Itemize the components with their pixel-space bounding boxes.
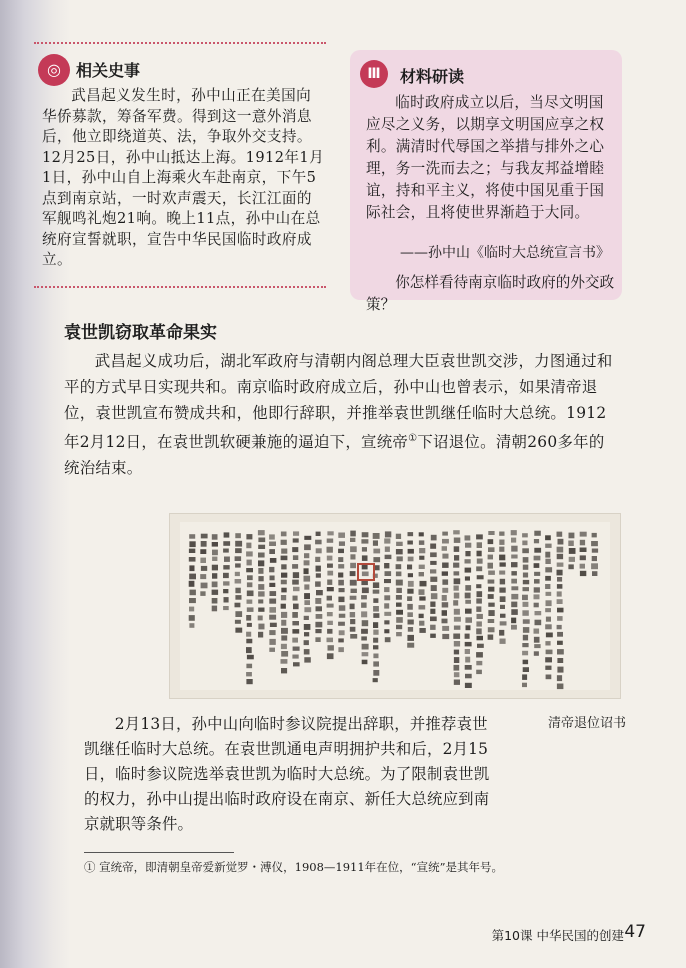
section-heading: 袁世凯窃取革命果实 [64,323,217,343]
related-facts-title: 相关史事 [76,61,141,80]
material-study-quote: 临时政府成立以后，当尽文明国应尽之义务，以期享文明国应享之权利。满清时代辱国之举措与排外之心理，务一洗而去之；与我友邦益增睦谊，持和平主义，将使中国见重于国际社会，且将使世界渐趋于大同。 [366,94,605,221]
lesson-footer: 第10课 中华民国的创建 [491,928,624,943]
material-study-box [350,50,622,313]
material-study-title: 材料研读 [400,67,465,86]
footnote-divider [84,852,234,853]
section-paragraph-1 [64,348,620,481]
figure-caption: 清帝退位诏书 [548,716,627,731]
page-number: 47 [624,922,646,942]
section-paragraph-2: 2月13日，孙中山向临时参议院提出辞职，并推荐袁世凯继任临时大总统。在袁世凯通电声明拥护共和后，2月15日，临时参议院选举袁世凯为临时大总统。为了限制袁世凯的权力，孙中山提出临时政府设在南京、新任大总统应到南京就职等条件。 [84,715,490,833]
footnote: ① 宣统帝，即清朝皇帝爱新觉罗・溥仪，1908—1911年在位，“宣统”是其年号。 [84,860,503,874]
material-study-source: ——孙中山《临时大总统宣言书》 [400,245,610,261]
edict-column [396,534,403,637]
related-facts-body: 武昌起义发生时，孙中山正在美国向华侨募款，筹备军费。得到这一意外消息后，他立即绕道英、法，争取外交支持。12月25日，孙中山抵达上海。1912年1月1日，孙中山自上海乘火车赴南京，下午5点到南京站，一时欢声震天，长江江面的军舰鸣礼炮21响。晚上11点，孙中山在总统府宣誓就职，宣告中华民国临时政府成立。 [42,87,325,268]
abdication-edict-image [170,514,620,698]
footnote-marker: ① [408,433,418,444]
para1-text-b: 下诏退位。清朝260多年的统治结束。 [64,433,605,478]
related-facts-box [34,42,326,288]
facts-circle-icon: ◎ [38,54,70,86]
material-book-icon: Ⅲ [360,60,388,88]
material-study-question: 你怎样看待南京临时政府的外交政策？ [366,274,615,313]
para1-text-a: 武昌起义成功后，湖北军政府与清朝内阁总理大臣袁世凯交涉，力图通过和平的方式早日实现共和。南京临时政府成立后，孙中山也曾表示，如果清帝退位，袁世凯宣布赞成共和，他即行辞职，并推举袁世凯继任临时大总统。1912年2月12日，在袁世凯软硬兼施的逼迫下，宣统帝 [64,352,613,452]
